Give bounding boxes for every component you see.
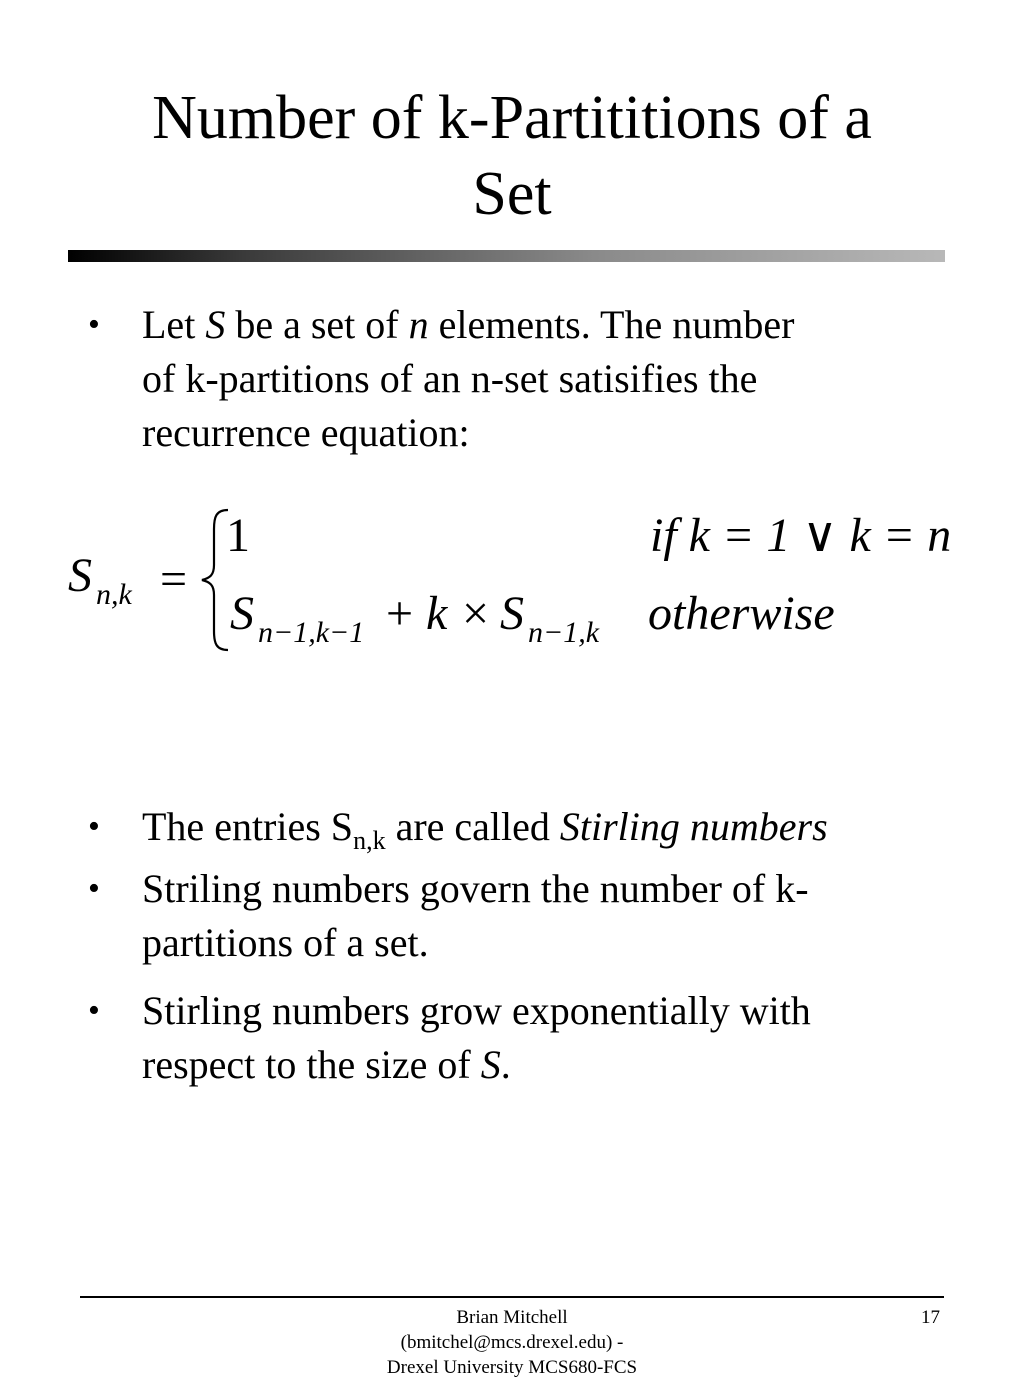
bullet-text: Stirling numbers grow exponentially with [142,988,811,1033]
bullet-marker: • [88,808,100,845]
footer-divider [80,1296,944,1298]
bullet-text: S [480,1042,501,1087]
bullet-text: are called [385,804,560,849]
footer-course: Drexel University MCS680-FCS [386,1357,638,1378]
bullet-line [142,800,932,854]
bullet-text: Let [142,302,206,347]
bullet-text: recurrence equation: [142,410,470,455]
bullet-text: S [205,302,226,347]
case-2-term-1-subscript: n−1,k−1 [258,616,365,649]
bullet-text: Striling numbers govern the number of k- [142,866,809,911]
bullet-text: The entries S [142,804,354,849]
footer-credit [362,1305,662,1380]
page-number: 17 [921,1307,940,1328]
bullet-line [142,862,932,916]
bullet-text: Stirling numbers [559,804,828,849]
formula-equals: = [160,553,188,606]
case-2-term-1-symbol: S [230,587,254,640]
bullet-line [142,916,932,970]
bullet-item [88,862,932,970]
case-1-condition: if k = 1 ∨ k = n [650,509,952,562]
case-2-term-2-symbol: S [500,587,524,640]
bullet-text: respect to the size of [142,1042,481,1087]
case-2-plus: + [386,587,414,640]
bullet-item [88,800,932,855]
case-2-condition: otherwise [648,587,835,640]
bullet-marker: • [88,870,100,907]
bullet-text: be a set of [225,302,409,347]
title-line-1: Number of k-Partititions of a [152,84,872,152]
footer-email: (bmitchel@mcs.drexel.edu) - [400,1332,624,1353]
case-2-k: k [426,587,448,640]
bullet-text: elements. The number [428,302,795,347]
case-2-times: × [462,587,490,640]
bullet-item [88,984,932,1092]
case-1-value: 1 [226,509,250,562]
title-line-2: Set [472,160,552,228]
bullet-line [142,1038,932,1092]
bullet-text: n,k [353,826,386,855]
bullet-text: . [500,1042,511,1087]
case-2-term-2-subscript: n−1,k [528,616,600,649]
bullet-text: partitions of a set. [142,920,429,965]
bullet-text: n [408,302,429,347]
bullet-marker: • [88,306,100,343]
bullet-marker: • [88,992,100,1029]
formula-lhs-symbol: S [68,549,92,602]
footer-author: Brian Mitchell [456,1307,568,1328]
formula-lhs-subscript: n,k [96,578,132,611]
bullet-line [142,984,932,1038]
bullet-text: of k-partitions of an n-set satisifies the [142,356,758,401]
